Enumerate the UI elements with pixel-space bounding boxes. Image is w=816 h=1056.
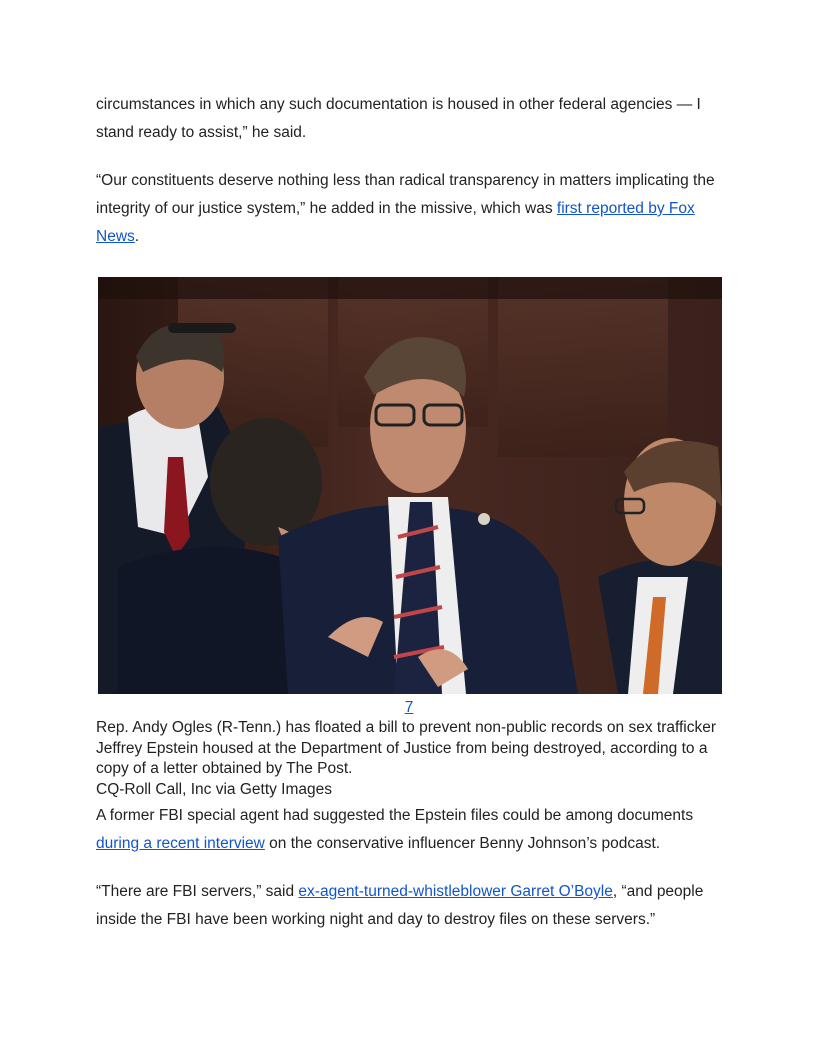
fox-news-link[interactable]: first reported by Fox News [96, 200, 695, 245]
whistleblower-link[interactable]: ex-agent-turned-whistleblower Garret O’Boyle [298, 883, 613, 900]
paragraph-4-end: , “and people inside the FBI have been working night and day to destroy files on these servers.” [96, 883, 704, 928]
paragraph-2-end: . [134, 228, 140, 245]
document-page [96, 91, 722, 934]
paragraph-2-text: “Our constituents deserve nothing less than radical transparency in matters implicating the integrity of our justice system,” he added in the missive, which was [96, 172, 715, 217]
paragraph-4 [96, 878, 722, 934]
photo-counter[interactable] [96, 698, 722, 718]
paragraph-3 [96, 802, 722, 858]
interview-link[interactable]: during a recent interview [96, 835, 265, 852]
paragraph-3-text: A former FBI special agent had suggested the Epstein files could be among documents [96, 807, 694, 824]
paragraph-2 [96, 167, 722, 251]
photo-counter-link[interactable]: 7 [404, 699, 414, 716]
paragraph-1: circumstances in which any such documentation is housed in other federal agencies — I stand ready to assist,” he said. [96, 96, 701, 141]
photo-caption: Rep. Andy Ogles (R-Tenn.) has floated a bill to prevent non-public records on sex trafficker Jeffrey Epstein housed at the Department of Justice from being destroyed, according to a copy of a letter obtained by The Post. [96, 719, 717, 777]
paragraph-3-end: on the conservative influencer Benny Johnson’s podcast. [264, 835, 661, 852]
news-photo [98, 277, 722, 694]
paragraph-4-start: “There are FBI servers,” said [96, 883, 299, 900]
photo-credit: CQ-Roll Call, Inc via Getty Images [96, 780, 333, 798]
